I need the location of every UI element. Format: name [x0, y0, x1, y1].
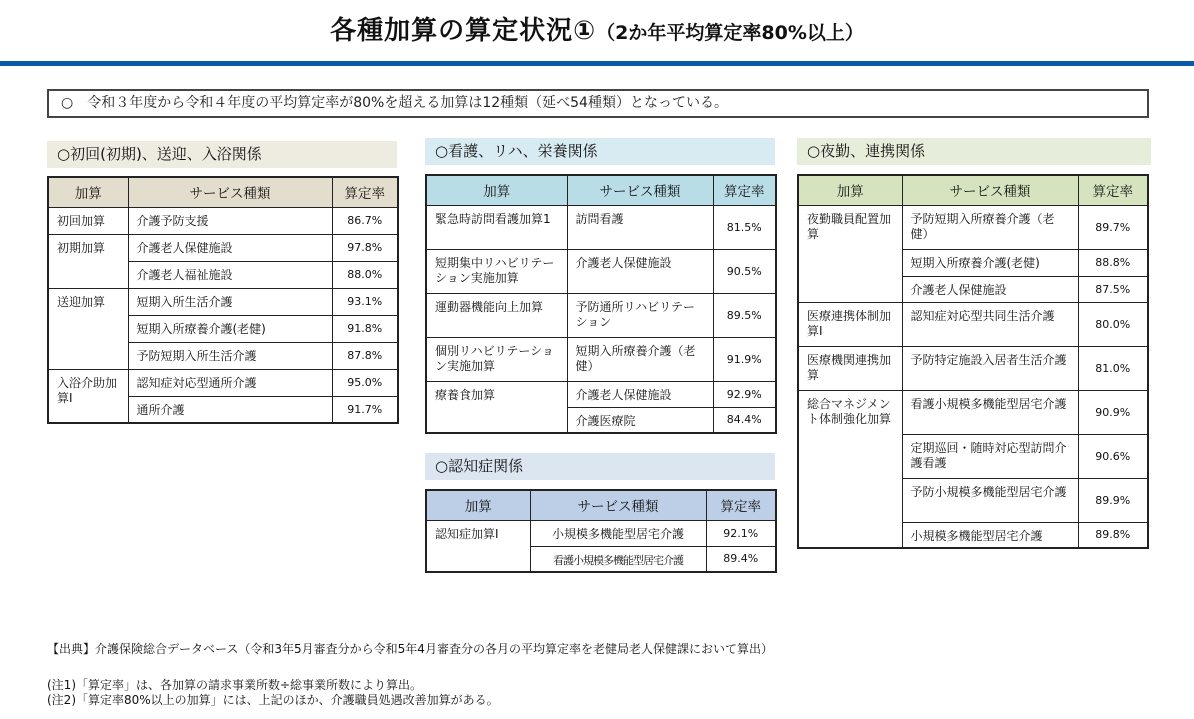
section-title-dementia: ○認知症関係 [425, 453, 775, 480]
table-night [797, 174, 1149, 549]
col-header-kasan: 加算 [426, 175, 567, 205]
table-row: 定期巡回・随時対応型訪問介護看護 90.6% [798, 434, 1148, 478]
table-row: 短期集中リハビリテーション実施加算 介護老人保健施設 90.5% [426, 249, 776, 293]
table-row: 緊急時訪問看護加算1 訪問看護 81.5% [426, 205, 776, 249]
table-row: 介護老人福祉施設 88.0% [48, 261, 398, 288]
table-row: 認知症加算Ⅰ 小規模多機能型居宅介護 92.1% [426, 520, 776, 546]
table-row: 通所介護 91.7% [48, 396, 398, 423]
table-row: 看護小規模多機能型居宅介護 89.4% [426, 546, 776, 572]
col-header-kasan: 加算 [48, 177, 128, 207]
table-row: 個別リハビリテーション実施加算 短期入所療養介護（老健） 91.9% [426, 337, 776, 381]
table-row: 療養食加算 介護老人保健施設 92.9% [426, 381, 776, 407]
table-row: 入浴介助加算Ⅰ 認知症対応型通所介護 95.0% [48, 369, 398, 396]
table-row: 運動器機能向上加算 予防通所リハビリテーション 89.5% [426, 293, 776, 337]
table-initial [47, 176, 399, 424]
table-row: 予防短期入所生活介護 87.8% [48, 342, 398, 369]
table-row: 短期入所療養介護(老健) 91.8% [48, 315, 398, 342]
table-row: 介護医療院 84.4% [426, 407, 776, 433]
section-title-initial: ○初回(初期)、送迎、入浴関係 [47, 141, 397, 168]
table-row: 医療連携体制加算Ⅰ 認知症対応型共同生活介護 80.0% [798, 302, 1148, 346]
col-header-service: サービス種類 [128, 177, 332, 207]
page-title-sub: （2か年平均算定率80%以上） [596, 22, 864, 44]
col-header-kasan: 加算 [426, 490, 530, 520]
col-header-kasan: 加算 [798, 175, 902, 205]
table-row: 総合マネジメント体制強化加算 看護小規模多機能型居宅介護 90.9% [798, 390, 1148, 434]
source-note: 【出典】介護保険総合データベース（令和3年5月審査分から令和5年4月審査分の各月の平均算定率を老健局老人保健課において算出） [47, 642, 773, 656]
table-row: 短期入所療養介護(老健) 88.8% [798, 249, 1148, 276]
title-divider [0, 61, 1194, 66]
note-2: (注2)「算定率80%以上の加算」には、上記のほか、介護職員処遇改善加算がある。 [47, 693, 499, 707]
table-dementia [425, 489, 777, 573]
col-header-service: サービス種類 [567, 175, 713, 205]
col-header-rate: 算定率 [332, 177, 398, 207]
page-title-main: 各種加算の算定状況① [330, 16, 597, 46]
table-row: 医療機関連携加算 予防特定施設入居者生活介護 81.0% [798, 346, 1148, 390]
col-header-rate: 算定率 [1078, 175, 1148, 205]
table-row: 介護老人保健施設 87.5% [798, 276, 1148, 302]
section-title-nursing: ○看護、リハ、栄養関係 [425, 138, 775, 165]
table-row: 予防小規模多機能型居宅介護 89.9% [798, 478, 1148, 522]
col-header-rate: 算定率 [706, 490, 776, 520]
summary-box: ○ 令和３年度から令和４年度の平均算定率が80%を超える加算は12種類（延べ54種類）となっている。 [47, 89, 1149, 118]
table-nursing [425, 174, 777, 434]
page-title [0, 10, 1194, 47]
col-header-service: サービス種類 [530, 490, 706, 520]
table-row: 初回加算 介護予防支援 86.7% [48, 207, 398, 234]
table-row: 夜勤職員配置加算 予防短期入所療養介護（老健） 89.7% [798, 205, 1148, 249]
table-row: 送迎加算 短期入所生活介護 93.1% [48, 288, 398, 315]
table-row: 小規模多機能型居宅介護 89.8% [798, 522, 1148, 548]
col-header-service: サービス種類 [902, 175, 1078, 205]
table-row: 初期加算 介護老人保健施設 97.8% [48, 234, 398, 261]
col-header-rate: 算定率 [713, 175, 776, 205]
note-1: (注1)「算定率」は、各加算の請求事業所数÷総事業所数により算出。 [47, 678, 423, 692]
section-title-night: ○夜勤、連携関係 [797, 138, 1151, 165]
